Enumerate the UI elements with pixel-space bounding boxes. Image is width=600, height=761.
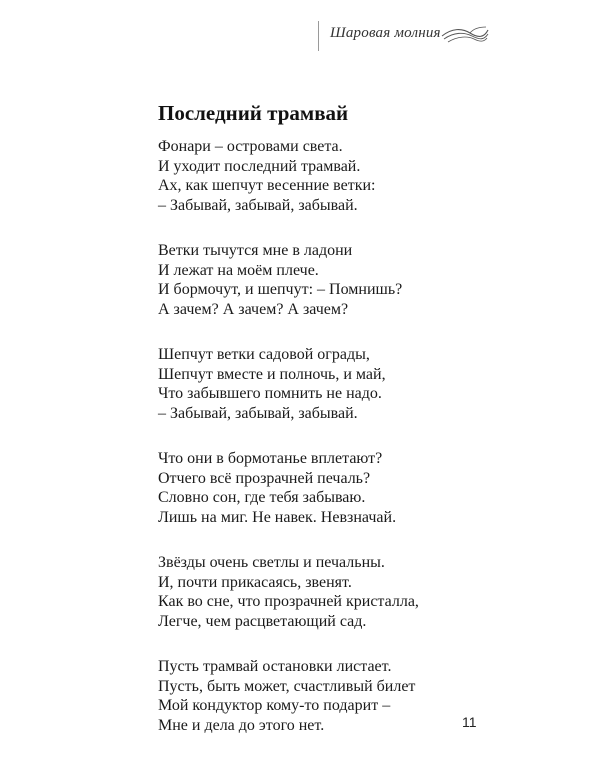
poem-line: А зачем? А зачем? А зачем? — [158, 300, 349, 318]
poem-line: Мой кондуктор кому-то подарит – — [158, 697, 391, 714]
poem-line: И бормочут, и шепчут: – Помнишь? — [158, 281, 403, 298]
stanza — [158, 241, 498, 319]
poem-line: Фонари – островами света. — [158, 138, 343, 155]
poem-line: Что они в бормотанье вплетают? — [158, 450, 383, 467]
poem-line: Лишь на миг. Не навек. Невзначай. — [158, 508, 397, 526]
poem-line: – Забывай, забывай, забывай. — [158, 404, 358, 422]
poem-line: И лежат на моём плече. — [158, 261, 319, 279]
stanza — [158, 137, 498, 215]
wave-flourish-icon — [440, 24, 490, 46]
poem-line: Как во сне, что прозрачней кристалла, — [158, 593, 419, 610]
poem-line: Пусть, быть может, счастливый билет — [158, 677, 416, 695]
poem-line: Пусть трамвай остановки листает. — [158, 658, 392, 675]
stanza — [158, 657, 498, 735]
stanza — [158, 449, 498, 527]
poem-line: Мне и дела до этого нет. — [158, 716, 325, 734]
poem-body — [158, 137, 498, 761]
stanza — [158, 553, 498, 631]
page-number: 11 — [462, 714, 477, 730]
poem-line: И, почти прикасаясь, звенят. — [158, 573, 352, 591]
poem-line: Отчего всё прозрачней печаль? — [158, 469, 371, 487]
header-divider — [318, 21, 319, 51]
poem-line: Легче, чем расцветающий сад. — [158, 612, 367, 630]
poem-title: Последний трамвай — [158, 101, 349, 125]
poem-line: Словно сон, где тебя забываю. — [158, 489, 366, 506]
running-title: Шаровая молния — [330, 25, 441, 41]
poem-line: Ветки тычутся мне в ладони — [158, 242, 353, 259]
poem-line: Звёзды очень светлы и печальны. — [158, 554, 385, 571]
running-header — [318, 21, 600, 51]
poem-line: – Забывай, забывай, забывай. — [158, 196, 358, 214]
stanza — [158, 345, 498, 423]
poem-line: И уходит последний трамвай. — [158, 157, 361, 175]
poem-line: Что забывшего помнить не надо. — [158, 385, 382, 402]
poem-line: Шепчут ветки садовой ограды, — [158, 346, 370, 363]
poem-line: Ах, как шепчут весенние ветки: — [158, 177, 376, 194]
poem-line: Шепчут вместе и полночь, и май, — [158, 365, 386, 383]
